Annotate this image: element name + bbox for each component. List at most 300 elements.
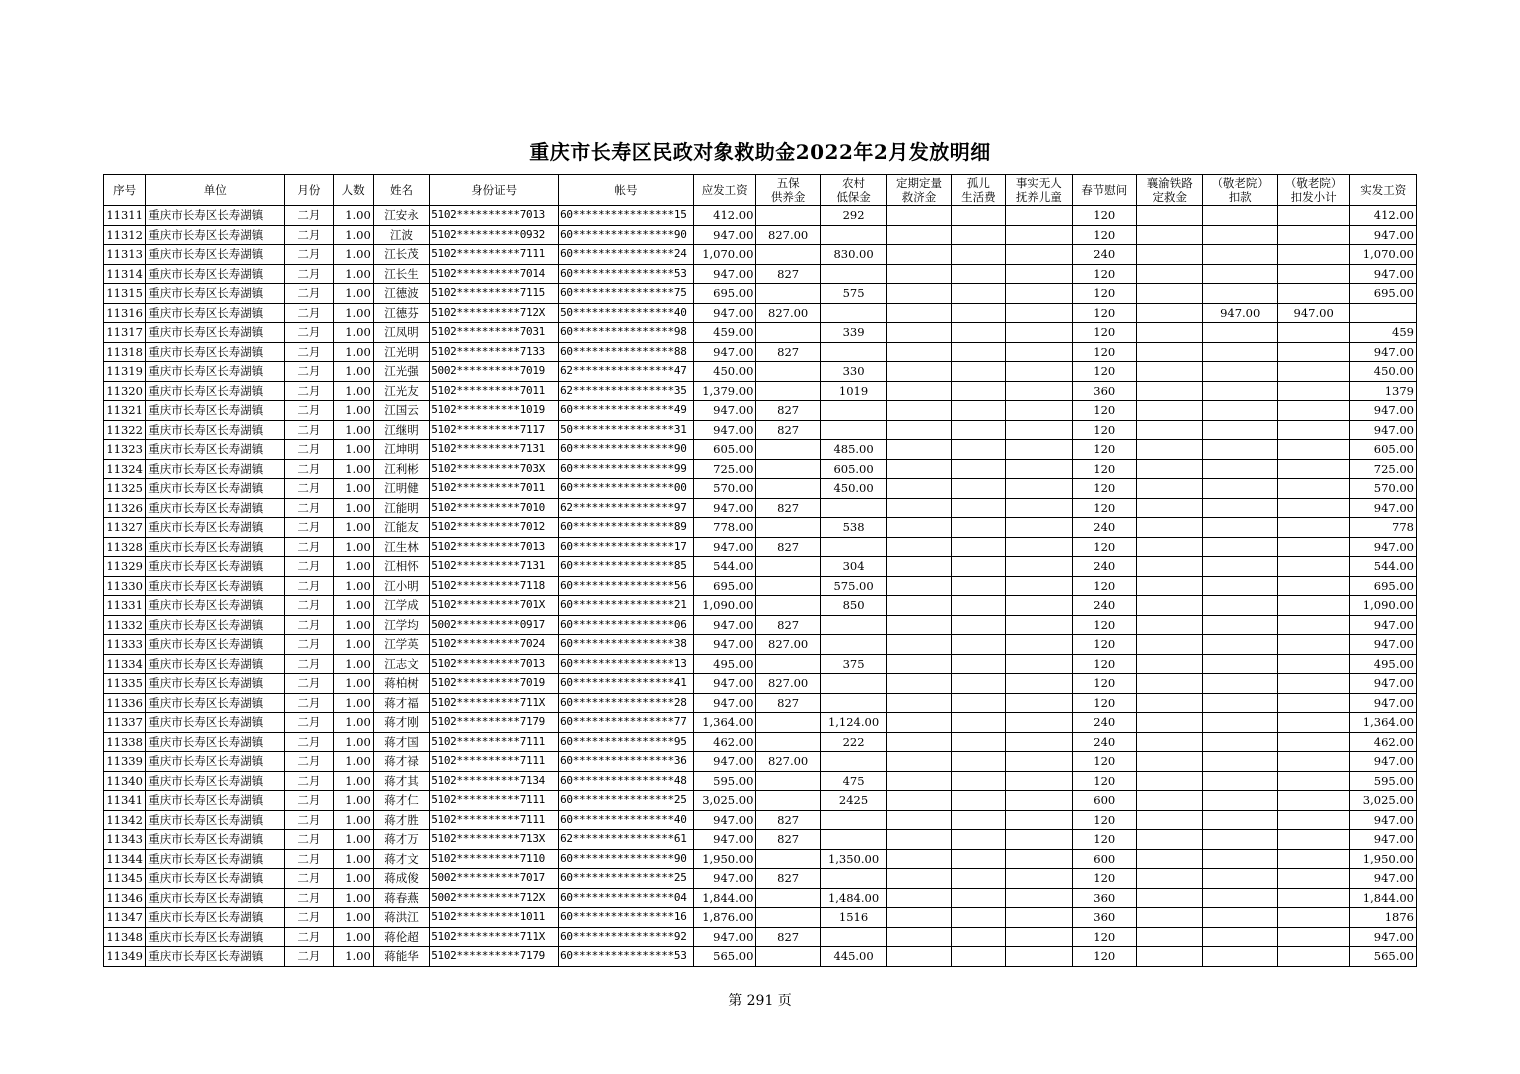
table-cell: 重庆市长寿区长寿湖镇 (146, 635, 285, 655)
table-cell: 1.00 (333, 810, 373, 830)
table-cell (887, 947, 951, 967)
table-cell: 江光明 (373, 342, 429, 362)
table-cell (951, 810, 1005, 830)
table-cell (1006, 693, 1072, 713)
table-cell: 1.00 (333, 420, 373, 440)
table-cell: 江志文 (373, 654, 429, 674)
table-cell: 60****************25 (559, 791, 694, 811)
table-cell: 60****************90 (559, 849, 694, 869)
table-cell (1136, 791, 1202, 811)
table-cell: 1.00 (333, 459, 373, 479)
table-cell (887, 927, 951, 947)
table-cell (887, 908, 951, 928)
table-cell: 60****************90 (559, 225, 694, 245)
table-cell: 11327 (104, 518, 146, 538)
table-cell: 5002**********7019 (430, 362, 559, 382)
table-row (104, 752, 1417, 772)
table-cell (1136, 615, 1202, 635)
table-cell: 二月 (285, 225, 333, 245)
table-cell: 60****************40 (559, 810, 694, 830)
table-cell: 江长生 (373, 264, 429, 284)
table-cell: 60****************06 (559, 615, 694, 635)
column-header: （敬老院） 扣发小计 (1277, 175, 1349, 206)
table-cell: 120 (1072, 225, 1136, 245)
table-cell (1136, 927, 1202, 947)
table-cell: 1.00 (333, 284, 373, 304)
table-cell: 120 (1072, 342, 1136, 362)
table-cell (1006, 381, 1072, 401)
table-cell (1136, 635, 1202, 655)
table-cell: 二月 (285, 401, 333, 421)
table-cell (1006, 401, 1072, 421)
table-cell: 二月 (285, 284, 333, 304)
table-cell: 5102**********7011 (430, 381, 559, 401)
table-row (104, 362, 1417, 382)
table-cell: 538 (820, 518, 886, 538)
table-cell: 695.00 (1350, 576, 1417, 596)
table-cell: 二月 (285, 732, 333, 752)
table-cell (1006, 284, 1072, 304)
table-cell: 120 (1072, 284, 1136, 304)
table-cell: 二月 (285, 752, 333, 772)
table-cell: 11316 (104, 303, 146, 323)
table-cell: 62****************47 (559, 362, 694, 382)
table-cell: 459.00 (693, 323, 755, 343)
table-cell (887, 791, 951, 811)
table-cell (1203, 440, 1278, 460)
table-cell (951, 518, 1005, 538)
table-cell: 11332 (104, 615, 146, 635)
table-cell (1006, 615, 1072, 635)
table-cell (820, 635, 886, 655)
table-cell (1277, 576, 1349, 596)
table-cell: 重庆市长寿区长寿湖镇 (146, 771, 285, 791)
table-cell: 江能友 (373, 518, 429, 538)
table-cell (1006, 752, 1072, 772)
table-cell: 120 (1072, 947, 1136, 967)
table-cell (951, 635, 1005, 655)
table-cell: 947.00 (693, 420, 755, 440)
table-row (104, 498, 1417, 518)
table-cell (887, 440, 951, 460)
table-cell: 11328 (104, 537, 146, 557)
table-cell (1136, 381, 1202, 401)
table-cell (1136, 323, 1202, 343)
table-cell (1277, 420, 1349, 440)
table-cell: 11323 (104, 440, 146, 460)
table-row (104, 557, 1417, 577)
table-cell: 947.00 (693, 303, 755, 323)
table-cell (1277, 849, 1349, 869)
table-cell: 重庆市长寿区长寿湖镇 (146, 752, 285, 772)
table-cell: 5102**********713X (430, 830, 559, 850)
table-cell: 1.00 (333, 771, 373, 791)
table-cell (887, 479, 951, 499)
table-cell: 1.00 (333, 303, 373, 323)
table-cell (1006, 498, 1072, 518)
table-cell: 947.00 (693, 537, 755, 557)
table-cell: 江德芬 (373, 303, 429, 323)
column-header: 襄渝铁路 定救金 (1136, 175, 1202, 206)
table-cell: 462.00 (693, 732, 755, 752)
table-cell (1136, 752, 1202, 772)
table-cell: 947.00 (1350, 927, 1417, 947)
table-cell: 重庆市长寿区长寿湖镇 (146, 810, 285, 830)
table-cell: 蒋才仁 (373, 791, 429, 811)
table-cell: 重庆市长寿区长寿湖镇 (146, 362, 285, 382)
table-cell: 827 (756, 927, 820, 947)
table-row (104, 635, 1417, 655)
table-cell: 947.00 (1350, 342, 1417, 362)
table-cell (1006, 440, 1072, 460)
table-cell: 蒋春燕 (373, 888, 429, 908)
table-cell (887, 342, 951, 362)
table-cell: 1,364.00 (1350, 713, 1417, 733)
table-cell: 60****************13 (559, 654, 694, 674)
table-cell (820, 830, 886, 850)
table-cell: 947.00 (1350, 225, 1417, 245)
table-cell: 1.00 (333, 674, 373, 694)
table-cell (1203, 674, 1278, 694)
table-cell: 江生林 (373, 537, 429, 557)
table-cell: 60****************25 (559, 869, 694, 889)
table-cell (951, 479, 1005, 499)
table-cell: 5102**********7131 (430, 557, 559, 577)
table-cell: 120 (1072, 459, 1136, 479)
table-row (104, 440, 1417, 460)
table-cell: 重庆市长寿区长寿湖镇 (146, 888, 285, 908)
table-cell: 1,070.00 (1350, 245, 1417, 265)
table-cell: 11346 (104, 888, 146, 908)
table-cell (756, 888, 820, 908)
table-cell: 947.00 (1350, 752, 1417, 772)
table-cell (1006, 225, 1072, 245)
table-cell: 947.00 (693, 674, 755, 694)
table-cell (820, 810, 886, 830)
table-cell: 120 (1072, 264, 1136, 284)
table-cell: 495.00 (693, 654, 755, 674)
table-cell: 1.00 (333, 693, 373, 713)
table-cell: 5102**********7013 (430, 537, 559, 557)
table-cell: 360 (1072, 888, 1136, 908)
table-cell: 重庆市长寿区长寿湖镇 (146, 830, 285, 850)
table-cell: 二月 (285, 440, 333, 460)
table-cell: 蒋才福 (373, 693, 429, 713)
table-cell (1277, 596, 1349, 616)
table-cell (951, 323, 1005, 343)
table-cell (1006, 771, 1072, 791)
table-cell: 重庆市长寿区长寿湖镇 (146, 498, 285, 518)
table-cell (887, 830, 951, 850)
table-cell: 1.00 (333, 225, 373, 245)
table-cell: 1.00 (333, 381, 373, 401)
table-cell: 11331 (104, 596, 146, 616)
table-cell (887, 206, 951, 226)
table-row (104, 381, 1417, 401)
table-cell: 827 (756, 264, 820, 284)
table-cell: 重庆市长寿区长寿湖镇 (146, 693, 285, 713)
table-cell (1277, 381, 1349, 401)
table-cell (820, 927, 886, 947)
table-cell: 827 (756, 869, 820, 889)
table-cell (756, 771, 820, 791)
table-cell: 1,350.00 (820, 849, 886, 869)
column-header: 定期定量 救济金 (887, 175, 951, 206)
table-cell: 二月 (285, 947, 333, 967)
table-cell: 二月 (285, 810, 333, 830)
table-cell: 827 (756, 401, 820, 421)
table-cell: 947.00 (693, 869, 755, 889)
table-cell (951, 420, 1005, 440)
table-cell: 二月 (285, 849, 333, 869)
table-cell: 595.00 (1350, 771, 1417, 791)
table-cell (1136, 401, 1202, 421)
table-cell (887, 381, 951, 401)
table-cell (756, 479, 820, 499)
table-cell: 重庆市长寿区长寿湖镇 (146, 381, 285, 401)
table-cell: 蒋才胜 (373, 810, 429, 830)
table-cell: 5102**********7179 (430, 947, 559, 967)
table-cell (1277, 869, 1349, 889)
table-cell (1136, 284, 1202, 304)
table-cell (1277, 693, 1349, 713)
table-cell: 412.00 (1350, 206, 1417, 226)
table-cell: 江长茂 (373, 245, 429, 265)
table-cell (1203, 284, 1278, 304)
table-cell: 292 (820, 206, 886, 226)
table-cell: 二月 (285, 323, 333, 343)
table-cell: 120 (1072, 479, 1136, 499)
table-cell (1203, 693, 1278, 713)
table-row (104, 401, 1417, 421)
table-cell (951, 674, 1005, 694)
table-cell: 1.00 (333, 615, 373, 635)
table-row (104, 771, 1417, 791)
table-cell (1136, 596, 1202, 616)
table-cell (756, 284, 820, 304)
table-cell: 60****************56 (559, 576, 694, 596)
table-cell (1006, 830, 1072, 850)
table-cell: 二月 (285, 459, 333, 479)
table-cell: 947.00 (1350, 869, 1417, 889)
table-cell (1006, 264, 1072, 284)
table-cell: 360 (1072, 908, 1136, 928)
table-cell: 947.00 (1350, 674, 1417, 694)
table-cell (1006, 420, 1072, 440)
table-cell (1277, 518, 1349, 538)
table-cell: 11321 (104, 401, 146, 421)
table-cell: 1,876.00 (693, 908, 755, 928)
table-cell (1203, 557, 1278, 577)
table-cell: 11339 (104, 752, 146, 772)
table-cell (1006, 713, 1072, 733)
table-cell (1006, 674, 1072, 694)
table-cell: 重庆市长寿区长寿湖镇 (146, 927, 285, 947)
table-cell (820, 674, 886, 694)
table-cell: 120 (1072, 869, 1136, 889)
table-cell: 5102**********7110 (430, 849, 559, 869)
table-cell (951, 791, 1005, 811)
table-cell (756, 732, 820, 752)
table-cell: 二月 (285, 206, 333, 226)
table-cell (951, 264, 1005, 284)
table-cell: 11320 (104, 381, 146, 401)
table-cell (1006, 654, 1072, 674)
table-cell: 1.00 (333, 518, 373, 538)
table-cell (887, 576, 951, 596)
table-cell: 600 (1072, 791, 1136, 811)
table-cell (820, 420, 886, 440)
table-cell (1006, 947, 1072, 967)
table-cell: 60****************49 (559, 401, 694, 421)
table-cell (1277, 810, 1349, 830)
table-cell (951, 440, 1005, 460)
column-header: 月份 (285, 175, 333, 206)
table-cell: 二月 (285, 420, 333, 440)
table-cell (1136, 576, 1202, 596)
table-cell (887, 420, 951, 440)
table-cell (1277, 732, 1349, 752)
table-cell: 5102**********7117 (430, 420, 559, 440)
table-cell: 蒋才其 (373, 771, 429, 791)
table-cell: 重庆市长寿区长寿湖镇 (146, 440, 285, 460)
table-row (104, 869, 1417, 889)
table-cell (1203, 615, 1278, 635)
table-cell: 重庆市长寿区长寿湖镇 (146, 576, 285, 596)
table-cell: 二月 (285, 342, 333, 362)
table-cell: 11313 (104, 245, 146, 265)
table-cell: 重庆市长寿区长寿湖镇 (146, 518, 285, 538)
table-cell: 二月 (285, 537, 333, 557)
table-cell (951, 713, 1005, 733)
table-cell (756, 381, 820, 401)
table-cell: 695.00 (693, 284, 755, 304)
table-cell (951, 342, 1005, 362)
table-cell: 5102**********7111 (430, 752, 559, 772)
table-cell (1203, 947, 1278, 967)
table-cell: 11317 (104, 323, 146, 343)
table-cell: 1,844.00 (1350, 888, 1417, 908)
table-cell: 二月 (285, 596, 333, 616)
table-cell (820, 869, 886, 889)
table-cell: 江学成 (373, 596, 429, 616)
table-cell: 重庆市长寿区长寿湖镇 (146, 537, 285, 557)
table-row (104, 576, 1417, 596)
table-cell (887, 849, 951, 869)
table-row (104, 303, 1417, 323)
table-cell: 947.00 (693, 830, 755, 850)
table-cell (951, 615, 1005, 635)
table-cell: 5102**********7013 (430, 654, 559, 674)
table-cell: 947.00 (693, 225, 755, 245)
table-cell (1136, 908, 1202, 928)
table-cell: 1,950.00 (1350, 849, 1417, 869)
table-cell: 重庆市长寿区长寿湖镇 (146, 713, 285, 733)
table-cell: 江坤明 (373, 440, 429, 460)
table-cell: 5102**********7111 (430, 791, 559, 811)
table-cell (951, 459, 1005, 479)
table-cell: 570.00 (1350, 479, 1417, 499)
table-cell: 二月 (285, 888, 333, 908)
table-cell: 1,364.00 (693, 713, 755, 733)
table-cell: 1.00 (333, 557, 373, 577)
table-cell (1203, 927, 1278, 947)
table-cell (1006, 810, 1072, 830)
column-header: 应发工资 (693, 175, 755, 206)
table-cell (1203, 888, 1278, 908)
payment-table (103, 174, 1417, 967)
table-cell: 11324 (104, 459, 146, 479)
table-cell (951, 401, 1005, 421)
table-cell: 1.00 (333, 849, 373, 869)
table-cell: 11330 (104, 576, 146, 596)
table-cell: 2425 (820, 791, 886, 811)
table-cell: 947.00 (693, 615, 755, 635)
table-cell: 1,090.00 (693, 596, 755, 616)
table-cell: 二月 (285, 518, 333, 538)
table-cell: 5102**********7111 (430, 245, 559, 265)
table-cell: 1.00 (333, 947, 373, 967)
table-cell: 1.00 (333, 479, 373, 499)
table-cell (1203, 264, 1278, 284)
table-cell (820, 401, 886, 421)
table-cell: 蒋才万 (373, 830, 429, 850)
table-cell: 二月 (285, 381, 333, 401)
table-cell: 重庆市长寿区长寿湖镇 (146, 615, 285, 635)
table-cell: 11342 (104, 810, 146, 830)
table-row (104, 284, 1417, 304)
table-cell (756, 908, 820, 928)
table-cell: 450.00 (820, 479, 886, 499)
table-cell: 二月 (285, 830, 333, 850)
table-row (104, 888, 1417, 908)
table-cell: 240 (1072, 713, 1136, 733)
table-cell: 1.00 (333, 576, 373, 596)
table-cell: 575.00 (820, 576, 886, 596)
column-header: 姓名 (373, 175, 429, 206)
table-cell: 570.00 (693, 479, 755, 499)
table-cell (1203, 635, 1278, 655)
table-cell: 二月 (285, 693, 333, 713)
table-cell (1203, 752, 1278, 772)
table-cell: 1516 (820, 908, 886, 928)
table-cell: 60****************41 (559, 674, 694, 694)
table-cell: 120 (1072, 420, 1136, 440)
table-cell: 重庆市长寿区长寿湖镇 (146, 674, 285, 694)
table-cell: 60****************04 (559, 888, 694, 908)
table-cell: 江德波 (373, 284, 429, 304)
table-cell (1006, 908, 1072, 928)
table-row (104, 342, 1417, 362)
table-cell: 11348 (104, 927, 146, 947)
table-cell: 11338 (104, 732, 146, 752)
table-cell: 60****************21 (559, 596, 694, 616)
table-cell (1277, 284, 1349, 304)
table-cell (1203, 225, 1278, 245)
table-cell: 475 (820, 771, 886, 791)
table-cell: 江继明 (373, 420, 429, 440)
table-cell: 544.00 (1350, 557, 1417, 577)
table-cell: 50****************31 (559, 420, 694, 440)
table-cell (1006, 791, 1072, 811)
table-cell (1006, 342, 1072, 362)
table-cell (951, 557, 1005, 577)
table-cell (951, 245, 1005, 265)
table-cell: 62****************35 (559, 381, 694, 401)
table-cell: 240 (1072, 518, 1136, 538)
table-cell: 重庆市长寿区长寿湖镇 (146, 947, 285, 967)
table-cell (951, 537, 1005, 557)
